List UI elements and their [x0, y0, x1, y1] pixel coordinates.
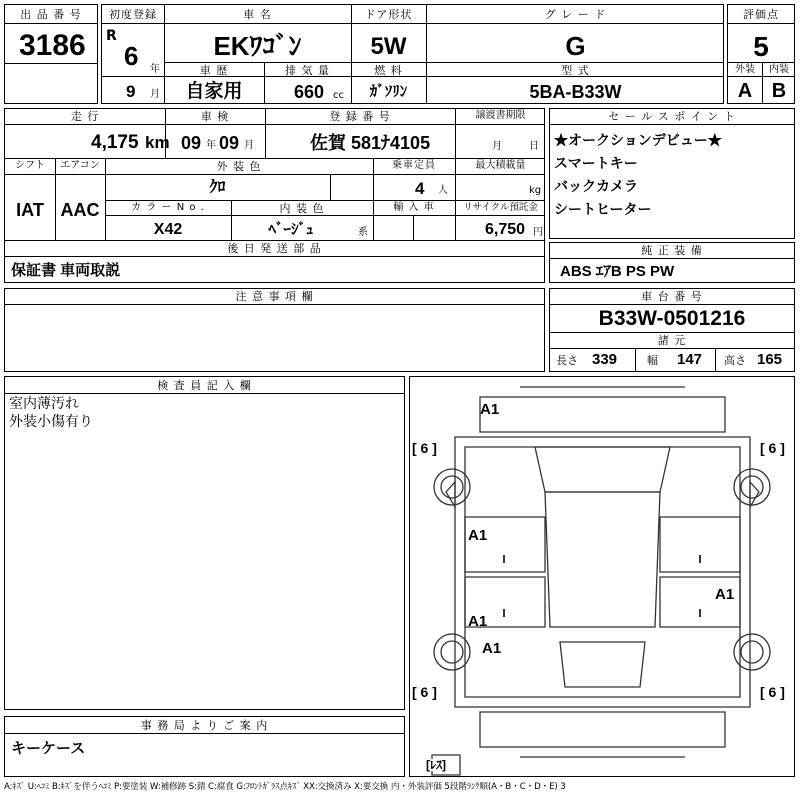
damage-mark: A1 [482, 640, 502, 657]
ac-label: エアコン [60, 160, 100, 171]
width-label: 幅 [647, 354, 658, 367]
fuel-label: 燃 料 [374, 64, 403, 77]
shift-value: IAT [16, 200, 44, 220]
vehicle-box [101, 4, 724, 104]
interior-label: 内装 [769, 64, 789, 75]
equipment-label: 純 正 装 備 [641, 244, 703, 257]
later-parts-label: 後 日 発 送 部 品 [227, 242, 322, 255]
equipment-value: ABS ｴｱB PS PW [560, 263, 675, 280]
year-value: 6 [124, 41, 139, 71]
damage-mark: A1 [715, 586, 735, 603]
height-value: 165 [757, 351, 783, 368]
length-value: 339 [592, 351, 618, 368]
tire-mark: [ 6 ] [760, 684, 785, 700]
lot-label: 出 品 番 号 [20, 8, 82, 21]
sales-points-label: セ ー ル ス ポ イ ン ト [608, 110, 736, 123]
grade-label: グ レ ー ド [544, 8, 607, 21]
model-label: 型 式 [561, 64, 590, 77]
fuel-value: ｶﾞｿﾘﾝ [369, 83, 408, 100]
capacity-unit: 人 [438, 185, 448, 196]
ac-value: AAC [60, 200, 100, 220]
import-label: 輸 入 車 [393, 202, 435, 213]
year-unit: 年 [150, 64, 160, 75]
transfer-label: 譲渡書期限 [475, 110, 526, 121]
interior-value: B [771, 80, 787, 102]
grade-value: G [565, 31, 586, 61]
inspector-line: 室内薄汚れ [9, 396, 79, 412]
load-unit: kg [529, 185, 542, 196]
sales-point-item: シートヒーター [554, 201, 652, 217]
car-diagram [410, 377, 796, 778]
first-reg-label: 初度登録 [109, 8, 157, 21]
mileage-unit: km [145, 133, 170, 152]
inspection-year-unit: 年 [206, 140, 216, 151]
inspector-box [4, 376, 405, 710]
history-value: 自家用 [185, 81, 243, 102]
color-value: ｸﾛ [209, 179, 226, 196]
later-parts-value: 保証書 車両取説 [11, 262, 121, 279]
inspection-month: 09 [219, 133, 240, 153]
score-box [727, 4, 795, 104]
car-name: EKﾜｺﾞﾝ [213, 31, 302, 61]
chassis-label: 車 台 番 号 [641, 290, 703, 303]
month-value: 9 [126, 82, 136, 101]
car-name-label: 車 名 [243, 8, 272, 21]
tire-mark: [ 6 ] [760, 440, 785, 456]
tire-mark: [ 6 ] [412, 684, 437, 700]
int-color-label: 内 装 色 [279, 202, 325, 215]
car-diagram-box [409, 376, 795, 777]
history-label: 車 歴 [199, 64, 229, 77]
int-color-value: ﾍﾞｰｼﾞｭ [268, 221, 314, 238]
color-label: 外 装 色 [216, 160, 262, 173]
era-mark: R [106, 28, 117, 44]
sales-point-item: ★オークションデビュー★ [554, 132, 722, 148]
capacity-label: 乗車定員 [392, 160, 436, 171]
damage-mark: A1 [468, 527, 488, 544]
equipment-box [549, 242, 795, 283]
month-unit: 月 [150, 89, 160, 100]
recycle-unit: 円 [533, 227, 543, 238]
dims-label: 諸 元 [657, 334, 687, 347]
score-value: 5 [753, 31, 769, 62]
exterior-value: A [737, 80, 753, 102]
height-label: 高さ [724, 354, 746, 367]
mileage-label: 走 行 [70, 110, 100, 123]
sales-point-item: スマートキー [554, 155, 638, 171]
reg-label: 登 録 番 号 [329, 110, 391, 123]
displacement-label: 排 気 量 [285, 64, 330, 77]
inspection-label: 車 検 [200, 110, 230, 123]
length-label: 長さ [556, 354, 578, 367]
inspector-label: 検 査 員 記 入 欄 [157, 379, 252, 392]
reg-value: 佐賀 581ﾅ4105 [310, 133, 431, 153]
damage-mark: A1 [468, 613, 488, 630]
inspector-line: 外装小傷有り [9, 414, 93, 430]
recycle-value: 6,750 [485, 221, 526, 238]
score-label: 評価点 [743, 8, 779, 21]
int-color-unit: 系 [358, 227, 368, 238]
chassis-box [549, 288, 795, 372]
office-box [4, 716, 405, 777]
lot-number: 3186 [19, 29, 86, 62]
tire-mark: [ 6 ] [412, 440, 437, 456]
model-value: 5BA-B33W [529, 82, 622, 102]
displacement-unit: cc [333, 90, 344, 101]
transfer-day: 日 [529, 141, 539, 152]
door-label: ドア形状 [364, 8, 413, 21]
exterior-label: 外装 [735, 64, 755, 75]
recycle-label: リサイクル預託金 [463, 202, 538, 213]
load-label: 最大積載量 [475, 160, 526, 171]
sales-point-item: バックカメラ [554, 178, 638, 194]
sales-points-box [549, 108, 795, 239]
color-no-label: カ ラ ー N o . [131, 202, 205, 213]
spare-tire-mark: [ﾚｽ] [426, 758, 446, 772]
office-label: 事 務 局 よ り ご 案 内 [140, 719, 269, 732]
lot-box [4, 4, 98, 104]
damage-mark: A1 [480, 401, 500, 418]
mileage-value: 4,175 [91, 132, 139, 153]
notes-box [4, 288, 545, 372]
capacity-value: 4 [415, 179, 425, 198]
displacement-value: 660 [294, 82, 325, 102]
inspection-year: 09 [181, 133, 202, 153]
chassis-value: B33W-0501216 [598, 307, 746, 330]
transfer-month: 月 [492, 141, 502, 152]
width-value: 147 [677, 351, 703, 368]
inspection-month-unit: 月 [244, 140, 254, 151]
door-value: 5W [370, 33, 407, 60]
notes-label: 注 意 事 項 欄 [235, 290, 314, 303]
color-no-value: X42 [153, 221, 183, 238]
details-box [4, 108, 545, 283]
shift-label: シフト [15, 160, 45, 171]
office-value: キーケース [11, 740, 86, 757]
legend: A:ｷｽﾞ U:ﾍｺﾐ B:ｷｽﾞを伴うﾍｺﾐ P:要塗装 W:補修跡 S:錆 C:腐食 G:ﾌﾛﾝﾄｶﾞﾗｽ点ｷｽﾞ XX:交換済み X:要交換 内・外装評価 5段階ﾗﾝｸ順(A・B・C・D・E) 3 [4, 782, 566, 792]
